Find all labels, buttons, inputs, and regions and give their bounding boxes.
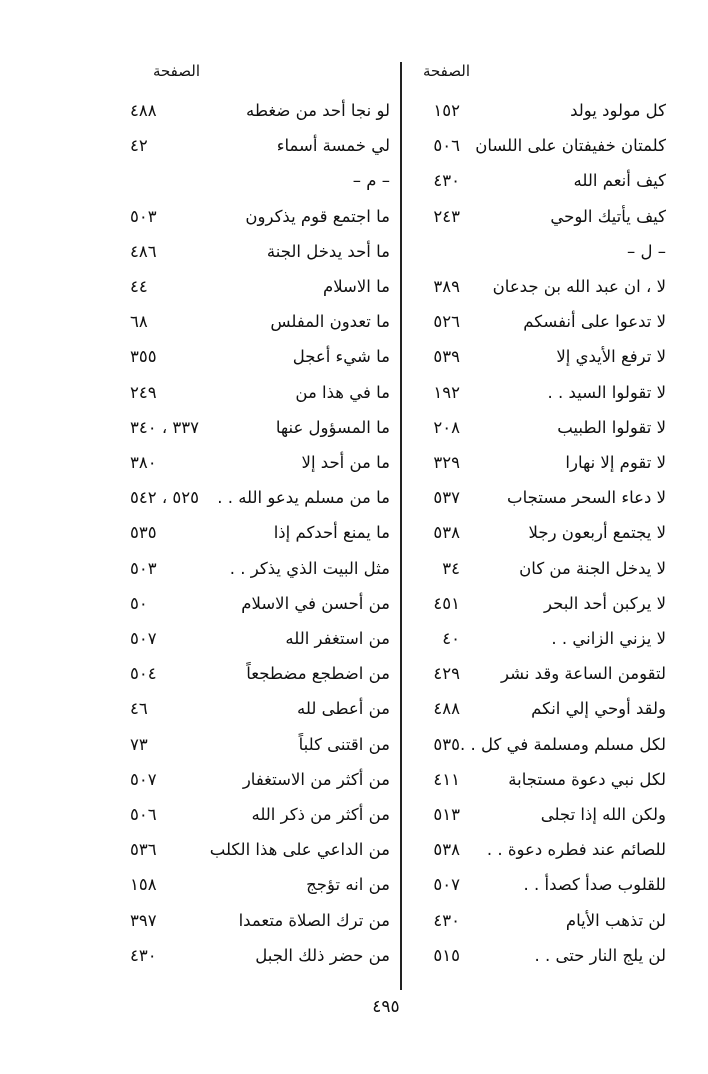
right-entry-page — [404, 410, 460, 445]
right-entry-text-value: لا يركبن أحد البحر — [543, 593, 666, 613]
right-entry-page — [404, 375, 460, 410]
right-entry-text — [426, 163, 666, 198]
left-entry-text-value: من أحسن في الاسلام — [241, 593, 390, 613]
right-entry-page — [404, 727, 460, 762]
index-row — [0, 304, 708, 339]
left-entry-page — [130, 410, 230, 445]
left-entry-page-value: ٤٨٨ — [130, 101, 157, 120]
right-entry-page-value: ٤٨٨ — [433, 699, 460, 719]
left-entry-page — [130, 621, 230, 656]
index-row — [0, 515, 708, 550]
page-column-header-left: الصفحة — [152, 62, 200, 80]
right-entry-text-value: كيف يأتيك الوحي — [550, 206, 666, 226]
left-entry-page — [130, 832, 230, 867]
right-entry-text — [426, 938, 666, 973]
left-entry-page — [130, 938, 230, 973]
left-entry-page — [130, 515, 230, 550]
left-entry-page-value: ١٥٨ — [130, 875, 157, 895]
index-row — [0, 375, 708, 410]
index-row — [0, 903, 708, 938]
left-entry-text-value: من انه تؤجج — [306, 875, 390, 895]
right-entry-text-value: كلمتان خفيفتان على اللسان — [475, 136, 666, 156]
right-entry-page — [404, 480, 460, 515]
right-entry-page-value: ٣٢٩ — [433, 453, 460, 472]
index-row — [0, 93, 708, 128]
right-entry-page — [404, 762, 460, 797]
right-entry-page — [404, 938, 460, 973]
index-row — [0, 269, 708, 304]
right-entry-text — [426, 339, 666, 374]
right-entry-page — [404, 867, 460, 902]
index-row — [0, 691, 708, 726]
right-entry-text-value: ولكن الله إذا تجلى — [540, 805, 666, 824]
left-entry-page-value: ٤٤ — [130, 277, 148, 296]
right-entry-page-value: ٥٣٥ — [433, 734, 460, 754]
left-entry-page-value: ٤٢ — [130, 136, 148, 156]
left-entry-page — [130, 199, 230, 234]
left-entry-text-value: ما يمنع أحدكم إذا — [273, 523, 390, 543]
index-row — [0, 199, 708, 234]
right-entry-page — [404, 551, 460, 586]
right-entry-page — [404, 586, 460, 621]
left-entry-text-value: من أكثر من ذكر الله — [251, 805, 390, 824]
left-entry-page-value: ٥٠٣ — [130, 206, 157, 226]
right-entry-page — [404, 515, 460, 550]
right-entry-page-value: ٤٣٠ — [433, 910, 460, 930]
right-entry-page-value: ٤٠ — [442, 629, 460, 648]
right-entry-text-value: لا تقولوا السيد . . — [547, 382, 666, 402]
index-row — [0, 727, 708, 762]
left-entry-text-value: من اقتنى كلباً — [298, 734, 390, 754]
left-entry-page-value: ٤٨٦ — [130, 241, 157, 261]
right-entry-page-value: ٥٣٩ — [433, 347, 460, 367]
right-entry-text-value: كل مولود يولد — [570, 101, 666, 120]
index-row — [0, 480, 708, 515]
right-entry-text-value: لا يجتمع أربعون رجلا — [528, 523, 666, 543]
index-row — [0, 762, 708, 797]
left-entry-text-value: من حضر ذلك الجبل — [255, 945, 390, 965]
left-entry-page — [130, 339, 230, 374]
left-entry-text-value: ما أحد يدخل الجنة — [266, 241, 390, 261]
right-entry-page-value: ٥٠٦ — [433, 136, 460, 156]
right-entry-text — [426, 304, 666, 339]
left-entry-text-value: من استغفر الله — [285, 629, 390, 648]
left-entry-page — [130, 727, 230, 762]
right-entry-text-value: لا ، ان عبد الله بن جدعان — [492, 277, 666, 296]
right-entry-text-value: للقلوب صدأ كصدأ . . — [523, 875, 666, 895]
right-entry-page-value: ٤١١ — [433, 769, 460, 789]
right-entry-text-value: لا تقوم إلا نهارا — [565, 453, 666, 472]
right-entry-page-value: ٤٢٩ — [433, 664, 460, 684]
index-row — [0, 832, 708, 867]
left-entry-page-value: ٣٩٧ — [130, 910, 157, 930]
right-entry-text-value: لتقومن الساعة وقد نشر — [501, 664, 666, 684]
right-entry-page-value: ٥١٣ — [433, 805, 460, 824]
left-entry-text-value: ما المسؤول عنها — [275, 417, 390, 437]
left-entry-text — [190, 163, 390, 198]
right-entry-text-value: لن يلج النار حتى . . — [534, 945, 666, 965]
right-entry-text — [426, 832, 666, 867]
left-entry-text-value: ما تعدون المفلس — [270, 312, 390, 332]
right-entry-text-value: لن تذهب الأيام — [565, 910, 666, 930]
right-entry-text-value: للصائم عند فطره دعوة . . — [486, 840, 666, 860]
index-row — [0, 586, 708, 621]
right-entry-text — [426, 410, 666, 445]
right-entry-text — [426, 480, 666, 515]
right-entry-page-value: ١٥٢ — [433, 101, 460, 120]
left-entry-page — [130, 445, 230, 480]
right-entry-text — [426, 762, 666, 797]
right-entry-text-value: لا يزني الزاني . . — [551, 629, 666, 648]
right-entry-page — [404, 199, 460, 234]
left-entry-page — [130, 586, 230, 621]
index-row — [0, 163, 708, 198]
left-entry-page — [130, 762, 230, 797]
left-entry-page — [130, 551, 230, 586]
left-entry-text-value: ما من مسلم يدعو الله . . — [217, 488, 390, 508]
right-entry-page — [404, 128, 460, 163]
right-entry-page — [404, 832, 460, 867]
left-entry-page-value: ٥٣٥ — [130, 523, 157, 543]
right-entry-text-value: لكل مسلم ومسلمة في كل . . — [460, 734, 666, 754]
right-entry-page — [404, 656, 460, 691]
index-row — [0, 128, 708, 163]
left-entry-text-value: من الداعي على هذا الكلب — [209, 840, 390, 860]
right-entry-text-value: كيف أنعم الله — [573, 171, 666, 191]
right-entry-page — [404, 163, 460, 198]
left-entry-page — [130, 128, 230, 163]
right-entry-text — [426, 797, 666, 832]
left-entry-text-value: مثل البيت الذي يذكر . . — [229, 558, 390, 578]
index-row — [0, 656, 708, 691]
left-entry-text-value: من اضطجع مضطجعاً — [246, 664, 390, 684]
right-entry-text — [426, 867, 666, 902]
right-entry-text — [426, 727, 666, 762]
left-entry-page-value: ٥٠ — [130, 593, 148, 613]
right-entry-page — [404, 691, 460, 726]
right-entry-page-value: ٥٣٨ — [433, 840, 460, 860]
right-entry-page-value: ٥٠٧ — [433, 875, 460, 895]
left-entry-page-value: ٧٣ — [130, 734, 148, 754]
right-entry-page-value: ٥٣٧ — [433, 488, 460, 508]
index-row — [0, 867, 708, 902]
right-entry-text — [426, 691, 666, 726]
index-row — [0, 797, 708, 832]
left-entry-page-value: ٥٠٦ — [130, 805, 157, 824]
left-entry-page-value: ٣٣٧ ، ٣٤٠ — [130, 417, 200, 437]
right-entry-text — [426, 93, 666, 128]
right-entry-page-value: ٢٠٨ — [433, 417, 460, 437]
left-entry-text-value: لو نجا أحد من ضغطه — [246, 101, 390, 120]
left-entry-text-value: من أكثر من الاستغفار — [242, 769, 390, 789]
left-entry-page — [130, 691, 230, 726]
left-entry-page-value: ٦٨ — [130, 312, 148, 332]
left-entry-page-value: ٥٠٧ — [130, 629, 157, 648]
left-entry-text-value: من ترك الصلاة متعمدا — [238, 910, 390, 930]
index-row — [0, 938, 708, 973]
right-entry-text-value: لا ترفع الأيدي إلا — [556, 347, 666, 367]
index-row — [0, 551, 708, 586]
left-entry-page — [130, 375, 230, 410]
right-entry-page-value: ٥٢٦ — [433, 312, 460, 332]
right-entry-page-value: ١٩٢ — [433, 382, 460, 402]
index-row — [0, 234, 708, 269]
left-entry-page-value: ٥٠٤ — [130, 664, 157, 684]
right-entry-page-value: ٣٨٩ — [433, 277, 460, 296]
right-entry-page-value: ٥١٥ — [433, 945, 460, 965]
left-entry-page-value: ٥٢٥ ، ٥٤٢ — [130, 488, 200, 508]
right-entry-text — [426, 515, 666, 550]
right-entry-page — [404, 304, 460, 339]
right-entry-text — [426, 128, 666, 163]
left-entry-page — [130, 903, 230, 938]
right-entry-page — [404, 903, 460, 938]
right-entry-page — [404, 93, 460, 128]
right-entry-text — [426, 903, 666, 938]
right-entry-text — [426, 656, 666, 691]
right-entry-text — [426, 375, 666, 410]
left-entry-page — [130, 656, 230, 691]
right-entry-text — [426, 234, 666, 269]
right-entry-text-value: – ل – — [627, 241, 666, 261]
right-entry-text — [426, 269, 666, 304]
left-entry-page — [130, 480, 230, 515]
right-entry-page — [404, 621, 460, 656]
index-row — [0, 621, 708, 656]
index-row — [0, 339, 708, 374]
left-entry-page-value: ٥٣٦ — [130, 840, 157, 860]
right-entry-text-value: ولقد أوحي إلي انكم — [531, 699, 666, 719]
right-entry-text-value: لا يدخل الجنة من كان — [519, 558, 666, 578]
left-entry-text-value: ما شيء أعجل — [292, 347, 390, 367]
left-entry-page-value: ٥٠٣ — [130, 558, 157, 578]
left-entry-page — [130, 93, 230, 128]
right-entry-page-value: ٣٤ — [442, 558, 460, 578]
right-entry-page-value: ٤٥١ — [433, 593, 460, 613]
left-entry-page — [130, 234, 230, 269]
left-entry-page-value: ٣٨٠ — [130, 453, 157, 472]
right-entry-text — [426, 445, 666, 480]
left-entry-text-value: ما الاسلام — [323, 277, 390, 296]
left-entry-text-value: ما في هذا من — [295, 382, 390, 402]
left-entry-page-value: ٤٦ — [130, 699, 148, 719]
right-entry-page-value: ٤٣٠ — [433, 171, 460, 191]
left-entry-page-value: ٤٣٠ — [130, 945, 157, 965]
right-entry-text-value: لكل نبي دعوة مستجابة — [508, 769, 666, 789]
left-entry-page-value: ٣٥٥ — [130, 347, 157, 367]
left-entry-page — [130, 304, 230, 339]
left-entry-text-value: ما اجتمع قوم يذكرون — [245, 206, 390, 226]
right-entry-text — [426, 551, 666, 586]
left-entry-page — [130, 797, 230, 832]
page-number: ٤٩٥ — [372, 997, 400, 1017]
left-entry-page — [130, 867, 230, 902]
left-entry-text-value: ما من أحد إلا — [301, 453, 390, 472]
right-entry-page-value: ٥٣٨ — [433, 523, 460, 543]
left-entry-text-value: لي خمسة أسماء — [276, 136, 390, 156]
right-entry-page — [404, 797, 460, 832]
left-entry-text-value: من أعطى لله — [297, 699, 390, 719]
left-entry-page-value: ٢٤٩ — [130, 382, 157, 402]
left-entry-text-value: – م – — [352, 171, 390, 191]
index-row — [0, 445, 708, 480]
right-entry-text-value: لا دعاء السحر مستجاب — [507, 488, 666, 508]
right-entry-page — [404, 445, 460, 480]
index-row — [0, 410, 708, 445]
right-entry-text-value: لا تقولوا الطبيب — [557, 417, 666, 437]
right-entry-page — [404, 269, 460, 304]
right-entry-text — [426, 586, 666, 621]
right-entry-text — [426, 621, 666, 656]
right-entry-text-value: لا تدعوا على أنفسكم — [523, 312, 666, 332]
right-entry-page — [404, 339, 460, 374]
right-entry-page-value: ٢٤٣ — [433, 206, 460, 226]
right-entry-text — [426, 199, 666, 234]
left-entry-page — [130, 269, 230, 304]
page-column-header-right: الصفحة — [422, 62, 470, 80]
left-entry-page-value: ٥٠٧ — [130, 769, 157, 789]
